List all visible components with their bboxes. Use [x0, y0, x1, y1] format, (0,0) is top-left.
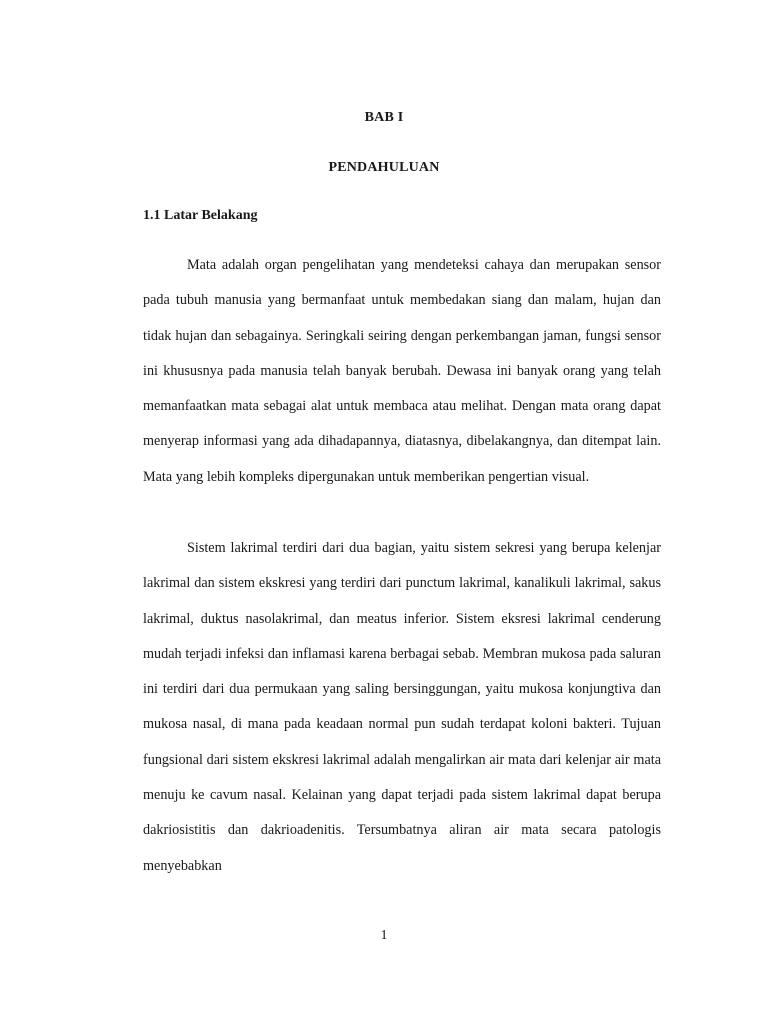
section-heading: 1.1 Latar Belakang [143, 208, 258, 223]
chapter-title: PENDAHULUAN [328, 160, 440, 175]
page-number: 1 [380, 928, 388, 943]
chapter-number: BAB I [364, 110, 404, 125]
paragraph: Mata adalah organ pengelihatan yang mendeteksi cahaya dan merupakan sensor pada tubuh manusia yang bermanfaat untuk membedakan siang dan malam, hujan dan tidak hujan dan sebagainya. Seringkali seiring dengan perkembangan jaman, fungsi sensor ini khususnya pada manusia telah banyak berubah. Dewasa ini banyak orang yang telah memanfaatkan mata sebagai alat untuk membaca atau melihat. Dengan mata orang dapat menyerap informasi yang ada dihadapannya, diatasnya, dibelakangnya, dan ditempat lain. Mata yang lebih kompleks dipergunakan untuk memberikan pengertian visual. [143, 257, 661, 485]
paragraph: Sistem lakrimal terdiri dari dua bagian, yaitu sistem sekresi yang berupa kelenjar lakrimal dan sistem ekskresi yang terdiri dari punctum lakrimal, kanalikuli lakrimal, sakus lakrimal, duktus nasolakrimal, dan meatus inferior. Sistem eksresi lakrimal cenderung mudah terjadi infeksi dan inflamasi karena berbagai sebab. Membran mukosa pada saluran ini terdiri dari dua permukaan yang saling bersinggungan, yaitu mukosa konjungtiva dan mukosa nasal, di mana pada keadaan normal pun sudah terdapat koloni bakteri. Tujuan fungsional dari sistem ekskresi lakrimal adalah mengalirkan air mata dari kelenjar air mata menuju ke cavum nasal. Kelainan yang dapat terjadi pada sistem lakrimal dapat berupa dakriosistitis dan dakrioadenitis. Tersumbatnya aliran air mata secara patologis menyebabkan [143, 540, 661, 874]
paragraph-1-block [143, 248, 661, 495]
paragraph-2-block [143, 531, 661, 884]
